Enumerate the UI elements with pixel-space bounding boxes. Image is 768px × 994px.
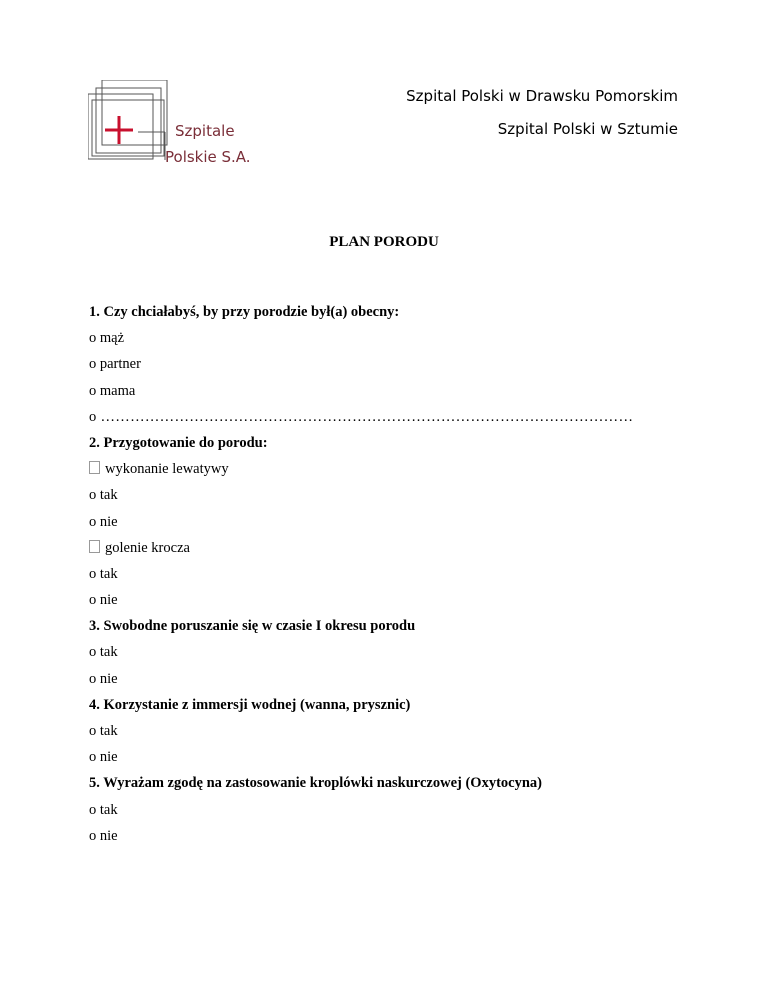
question-1: 1. Czy chciałabyś, by przy porodzie był(a) obecny: [89, 304, 400, 320]
option-water-yes[interactable]: o tak [89, 723, 118, 739]
option-other-fill-line[interactable]: o ……………………………………………………………………………………………… [89, 408, 634, 425]
sub-question-shaving-label: golenie krocza [105, 539, 190, 556]
option-water-no[interactable]: o nie [89, 749, 118, 766]
hospital-name-sztum: Szpital Polski w Sztumie [497, 120, 678, 138]
sub-question-shaving [89, 539, 689, 565]
option-oxytocin-no[interactable]: o nie [89, 827, 118, 844]
sub-question-enema-label: wykonanie lewatywy [105, 461, 229, 478]
option-maz[interactable]: o mąż [89, 330, 125, 347]
option-enema-no[interactable]: o nie [89, 513, 118, 530]
question-2: 2. Przygotowanie do porodu: [89, 434, 268, 451]
logo-text-line2: Polskie S.A. [165, 148, 251, 166]
logo-text-line1: Szpitale [175, 122, 235, 140]
form-body [89, 303, 689, 853]
option-shaving-yes[interactable]: o tak [89, 565, 118, 582]
option-enema-yes[interactable]: o tak [89, 487, 118, 504]
option-partner[interactable]: o partner [89, 356, 141, 373]
document-title: PLAN PORODU [329, 234, 439, 250]
option-shaving-no[interactable]: o nie [89, 592, 118, 609]
option-movement-yes[interactable]: o tak [89, 644, 118, 661]
checkbox-icon[interactable] [89, 540, 100, 553]
hospital-name-drawsko: Szpital Polski w Drawsku Pomorskim [406, 87, 678, 105]
question-4: 4. Korzystanie z immersji wodnej (wanna, prysznic) [89, 696, 411, 713]
option-oxytocin-yes[interactable]: o tak [89, 801, 118, 818]
question-3: 3. Swobodne poruszanie się w czasie I okresu porodu [89, 618, 416, 635]
question-5: 5. Wyrażam zgodę na zastosowanie kroplówki naskurczowej (Oxytocyna) [89, 775, 542, 792]
option-movement-no[interactable]: o nie [89, 670, 118, 687]
option-mama[interactable]: o mama [89, 382, 136, 399]
checkbox-icon[interactable] [89, 461, 100, 474]
sub-question-enema [89, 460, 689, 486]
company-logo [88, 80, 268, 190]
